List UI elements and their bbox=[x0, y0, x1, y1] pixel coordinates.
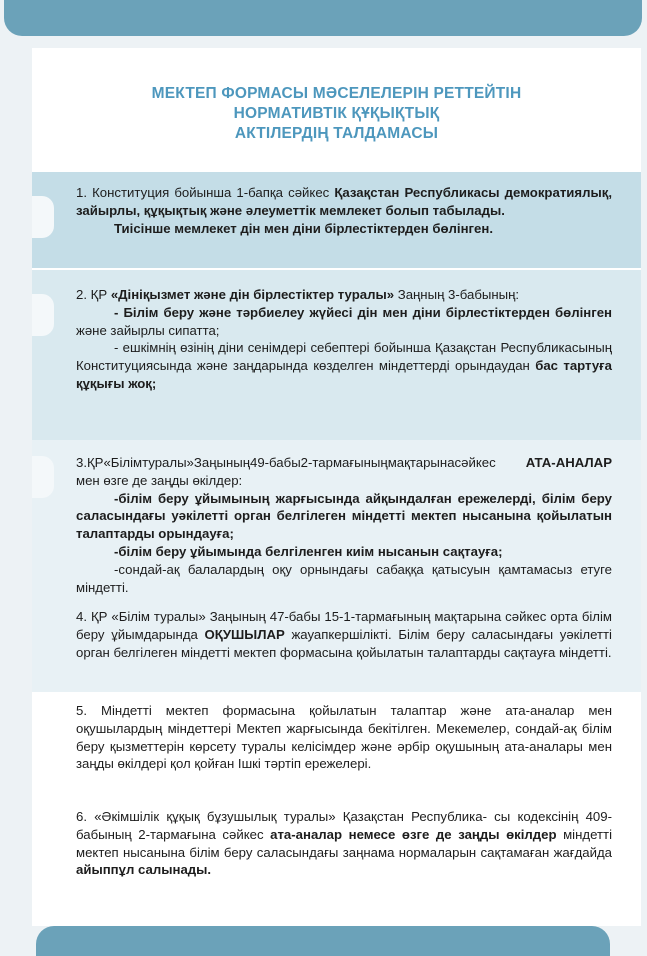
item-5-body: 5. Міндетті мектеп формасына қойылатын талаптар және ата-аналар мен оқушылардың міндеттері Мектеп жарғысында бекітілген. Мекемелер, сондай-ақ білім беру қызметтерін көрсету туралы келісімдер және әрбір оқушының ата-аналары мен заңды өкілдері қол қойған Ішкі тәртіп ережелері. bbox=[76, 703, 612, 772]
item-2-point-1-bold: - Білім беру және тәрбиелеу жүйесі дін мен діни бірлестіктерден бөлінген bbox=[114, 304, 612, 320]
item-2-intro: 2. ҚР bbox=[76, 287, 111, 302]
item-1-text bbox=[76, 184, 612, 237]
item-3-duty-2: -білім беру ұйымында белгіленген киім нысанын сақтауға; bbox=[114, 543, 503, 559]
section-3 bbox=[32, 440, 641, 692]
section-marker-tab bbox=[32, 294, 54, 336]
item-1-intro: 1. Конституция бойынша 1-бапқа сәйкес bbox=[76, 185, 335, 200]
item-2-article: Заңның 3-бабының: bbox=[394, 287, 520, 302]
item-4-intro: 4. ҚР «Білім туралы» Заңының 47-бабы 15-1-тармағының мақтарына сәйкес орта білім беру ұйымдарында bbox=[76, 609, 612, 642]
item-2-point-2-bold: бас тартуға құқығы жоқ; bbox=[76, 358, 612, 391]
item-5-text bbox=[76, 702, 612, 773]
item-6-parents: ата-аналар немесе өзге де заңды өкілдер bbox=[270, 826, 557, 842]
section-2 bbox=[32, 270, 641, 440]
item-3-intro-rest: мен өзге де заңды өкілдер: bbox=[76, 472, 243, 488]
item-4-text bbox=[76, 608, 612, 661]
top-decorative-tab bbox=[4, 0, 642, 36]
item-1-bold: Қазақстан Республикасы демократиялық, зайырлы, құқықтық және әлеуметтік мемлекет болып табылады. bbox=[76, 185, 612, 218]
item-4-rest: жауапкершілікті. Білім беру саласындағы уәкілетті орган белгілеген міндетті мектеп формасына қойылатын талаптарды сақтауға міндетті. bbox=[76, 626, 612, 660]
item-3-duty-1: -білім беру ұйымының жарғысында айқындалған ережелерді, білім беру саласындағы уәкілетті орган белгілеген міндетті мектеп нысанына қойылатын талаптарды орындауға; bbox=[76, 490, 612, 542]
item-6-fine: айыппұл салынады. bbox=[76, 862, 212, 878]
item-2-point-1-rest: және зайырлы сипатта; bbox=[76, 322, 220, 338]
item-2-law-name: «Дініқызмет және дін бірлестіктер туралы» bbox=[110, 287, 395, 302]
item-6-intro: 6. «Әкімшілік құқық бұзушылық туралы» Қазақстан Республика- сы кодексінің 409-бабының 2-тармағына сәйкес bbox=[76, 809, 612, 842]
title-line-1: МЕКТЕП ФОРМАСЫ МӘСЕЛЕЛЕРІН РЕТТЕЙТІН bbox=[151, 85, 522, 102]
item-3-intro: 3.ҚР«Білімтуралы»Заңының49-бабы2-тармағыныңмақтарынасәйкес bbox=[76, 455, 526, 470]
section-4 bbox=[32, 692, 641, 926]
document-page bbox=[32, 48, 641, 926]
item-3-text bbox=[76, 454, 612, 596]
section-1 bbox=[32, 172, 641, 268]
section-marker-tab bbox=[32, 456, 54, 498]
item-3-parents: АТА-АНАЛАР bbox=[525, 455, 612, 470]
item-2-point-2: - ешкімнің өзінің діни сенімдері себептері бойынша Қазақстан Республикасының Конституциясында және заңдарында көзделген міндеттерді орындаудан bbox=[76, 340, 612, 374]
item-4-students: ОҚУШЫЛАР bbox=[204, 626, 285, 642]
item-1-conclusion: Тиісінше мемлекет дін мен діни бірлестіктерден бөлінген. bbox=[114, 220, 493, 236]
title-line-2: НОРМАТИВТІК ҚҰҚЫҚТЫҚ bbox=[233, 105, 440, 122]
bottom-decorative-tab bbox=[36, 926, 610, 956]
item-2-text bbox=[76, 286, 612, 393]
item-3-duty-3: -сондай-ақ балалардың оқу орнындағы сабаққа қатысуын қамтамасыз етуге міндетті. bbox=[76, 561, 612, 595]
item-6-mid: міндетті мектеп нысанына білім беру саласындағы заңнама нормаларын сақтамаған жағдайда bbox=[76, 826, 613, 860]
title-line-3: АКТІЛЕРДІҢ ТАЛДАМАСЫ bbox=[234, 125, 439, 142]
section-marker-tab bbox=[32, 196, 54, 238]
item-6-text bbox=[76, 808, 612, 879]
page-title bbox=[32, 84, 641, 144]
